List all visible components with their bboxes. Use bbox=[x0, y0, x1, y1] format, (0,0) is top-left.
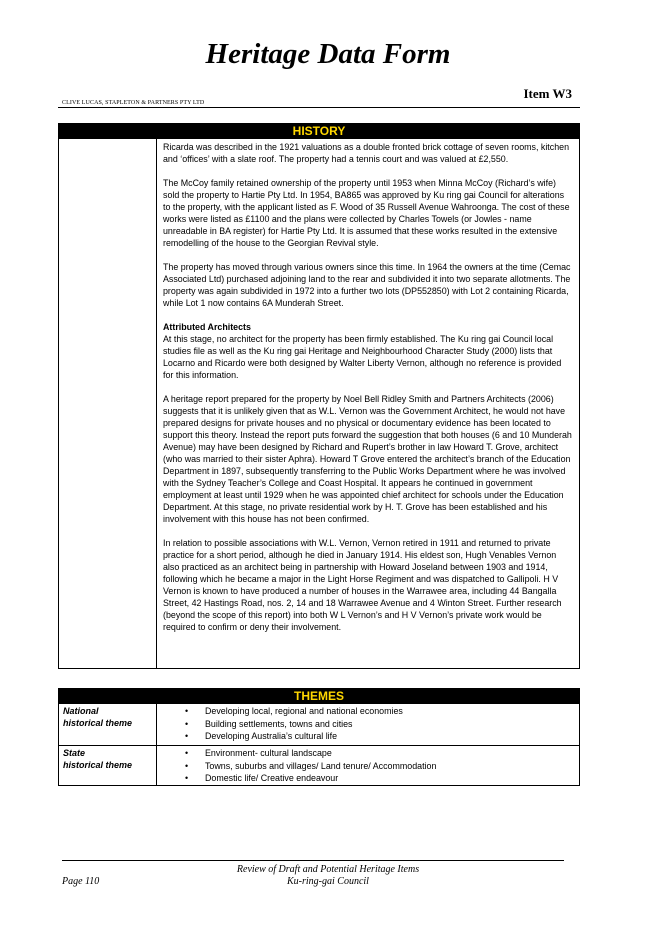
page-number: Page 110 bbox=[62, 876, 100, 887]
attributed-architects-heading: Attributed Architects bbox=[163, 322, 251, 332]
history-text bbox=[163, 141, 573, 645]
history-left-column bbox=[59, 139, 157, 668]
history-heading: HISTORY bbox=[59, 124, 579, 139]
history-paragraph: The McCoy family retained ownership of the property until 1953 when Minna McCoy (Richard’s wife) sold the property to Hartie Pty Ltd. In 1954, BA865 was approved by Ku ring gai Council for alterations to the property, with the applicant listed as F. Wood of 35 Russell Avenue Wahroonga. The cost of these works were listed as £1100 and the plans were collected by Charles Towels (or Jowles - name unreadable in BA register) for Hartie Pty Ltd. It is assumed that these works resulted in the extensive remodelling of the house to the Georgian Revival style. bbox=[163, 178, 570, 248]
column-divider bbox=[156, 704, 157, 745]
column-divider bbox=[156, 746, 157, 785]
list-item: • Domestic life/ Creative endeavour bbox=[185, 772, 436, 785]
firm-name: CLIVE LUCAS, STAPLETON & PARTNERS PTY LTD bbox=[62, 100, 205, 106]
list-item: • Environment- cultural landscape bbox=[185, 747, 436, 760]
national-theme-list bbox=[185, 705, 403, 743]
page-title: Heritage Data Form bbox=[205, 38, 451, 70]
history-paragraph: Ricarda was described in the 1921 valuations as a double fronted brick cottage of seven rooms, kitchen and ‘offices’ with a slate roof. The property had a tennis court and was valued at £2,550. bbox=[163, 142, 570, 164]
themes-section bbox=[58, 688, 580, 786]
history-paragraph: In relation to possible associations with W.L. Vernon, Vernon retired in 1911 and returned to private practice for a short period, although he died in January 1914. His eldest son, Hugh Venables Vernon also practiced as an architect being in partnership with Howard Joseland between 1903 and 1914, following which he became a major in the Light Horse Regiment and was dispatched to Gallipoli. H V Vernon is known to have produced a number of houses in the Warrawee area, including 44 Bangalla Street, 42 Hastings Road, nos. 2, 14 and 18 Warrawee Avenue and 4 Winton Street. Further research (beyond the scope of this report) into both W L Vernon’s and H V Vernon’s private work would be required to confirm or deny their involvement. bbox=[163, 538, 562, 632]
header-divider bbox=[58, 107, 580, 108]
history-body bbox=[59, 139, 579, 668]
history-paragraph: The property has moved through various owners since this time. In 1964 the owners at the time (Cemac Associated Ltd) purchased adjoining land to the rear and subdivided it into two separate allotments. The property was again subdivided in 1972 into a further two lots (DP552850) with Lot 2 containing Ricarda, while Lot 1 now contains 6A Munderah Street. bbox=[163, 262, 571, 308]
state-theme-list bbox=[185, 747, 436, 785]
list-item: • Building settlements, towns and cities bbox=[185, 718, 403, 731]
list-item: • Towns, suburbs and villages/ Land tenure/ Accommodation bbox=[185, 760, 436, 773]
state-theme-label: State historical theme bbox=[63, 748, 133, 770]
footer-council-name: Ku-ring-gai Council bbox=[287, 876, 369, 887]
list-item: • Developing Australia’s cultural life bbox=[185, 730, 403, 743]
national-theme-row bbox=[59, 704, 579, 746]
history-section bbox=[58, 123, 580, 669]
item-number: Item W3 bbox=[523, 86, 572, 101]
history-paragraph: At this stage, no architect for the property has been firmly established. The Ku ring gai Council local studies file as well as the Ku ring gai Heritage and Neighbourhood Character Study (2000) lists that Locarno and Ricardo were both designed by Walter Liberty Vernon, although no reference is provided for this information. bbox=[163, 334, 562, 380]
footer-divider bbox=[62, 860, 564, 861]
footer-document-title: Review of Draft and Potential Heritage Items bbox=[236, 864, 420, 875]
list-item: • Developing local, regional and national economies bbox=[185, 705, 403, 718]
history-paragraph: A heritage report prepared for the property by Noel Bell Ridley Smith and Partners Architects (2006) suggests that it is unlikely given that as W.L. Vernon was the Government Architect, he would not have prepared designs for private houses and no physical or documentary evidence has been located to support this theory. Instead the report puts forward the suggestion that both houses (6 and 10 Munderah Avenue) may have been designed by Richard and Rupert’s brother in law Howard T. Grove, architect (who was married to their sister Aphra). Howard T Grove entered the architect’s branch of the Education Department in 1897, subsequently transferring to the Public Works Department where he was involved with the Sydney Teacher’s College and Coast Hospital. It appears he continued in government employment at least until 1929 when he was appointed chief architect for schools under the Education Department. At this stage, no private residential work by H. T. Grove has been established and his involvement with this house has not been confirmed. bbox=[163, 394, 572, 524]
themes-heading: THEMES bbox=[59, 689, 579, 704]
national-theme-label: National historical theme bbox=[63, 706, 133, 728]
state-theme-row bbox=[59, 746, 579, 785]
